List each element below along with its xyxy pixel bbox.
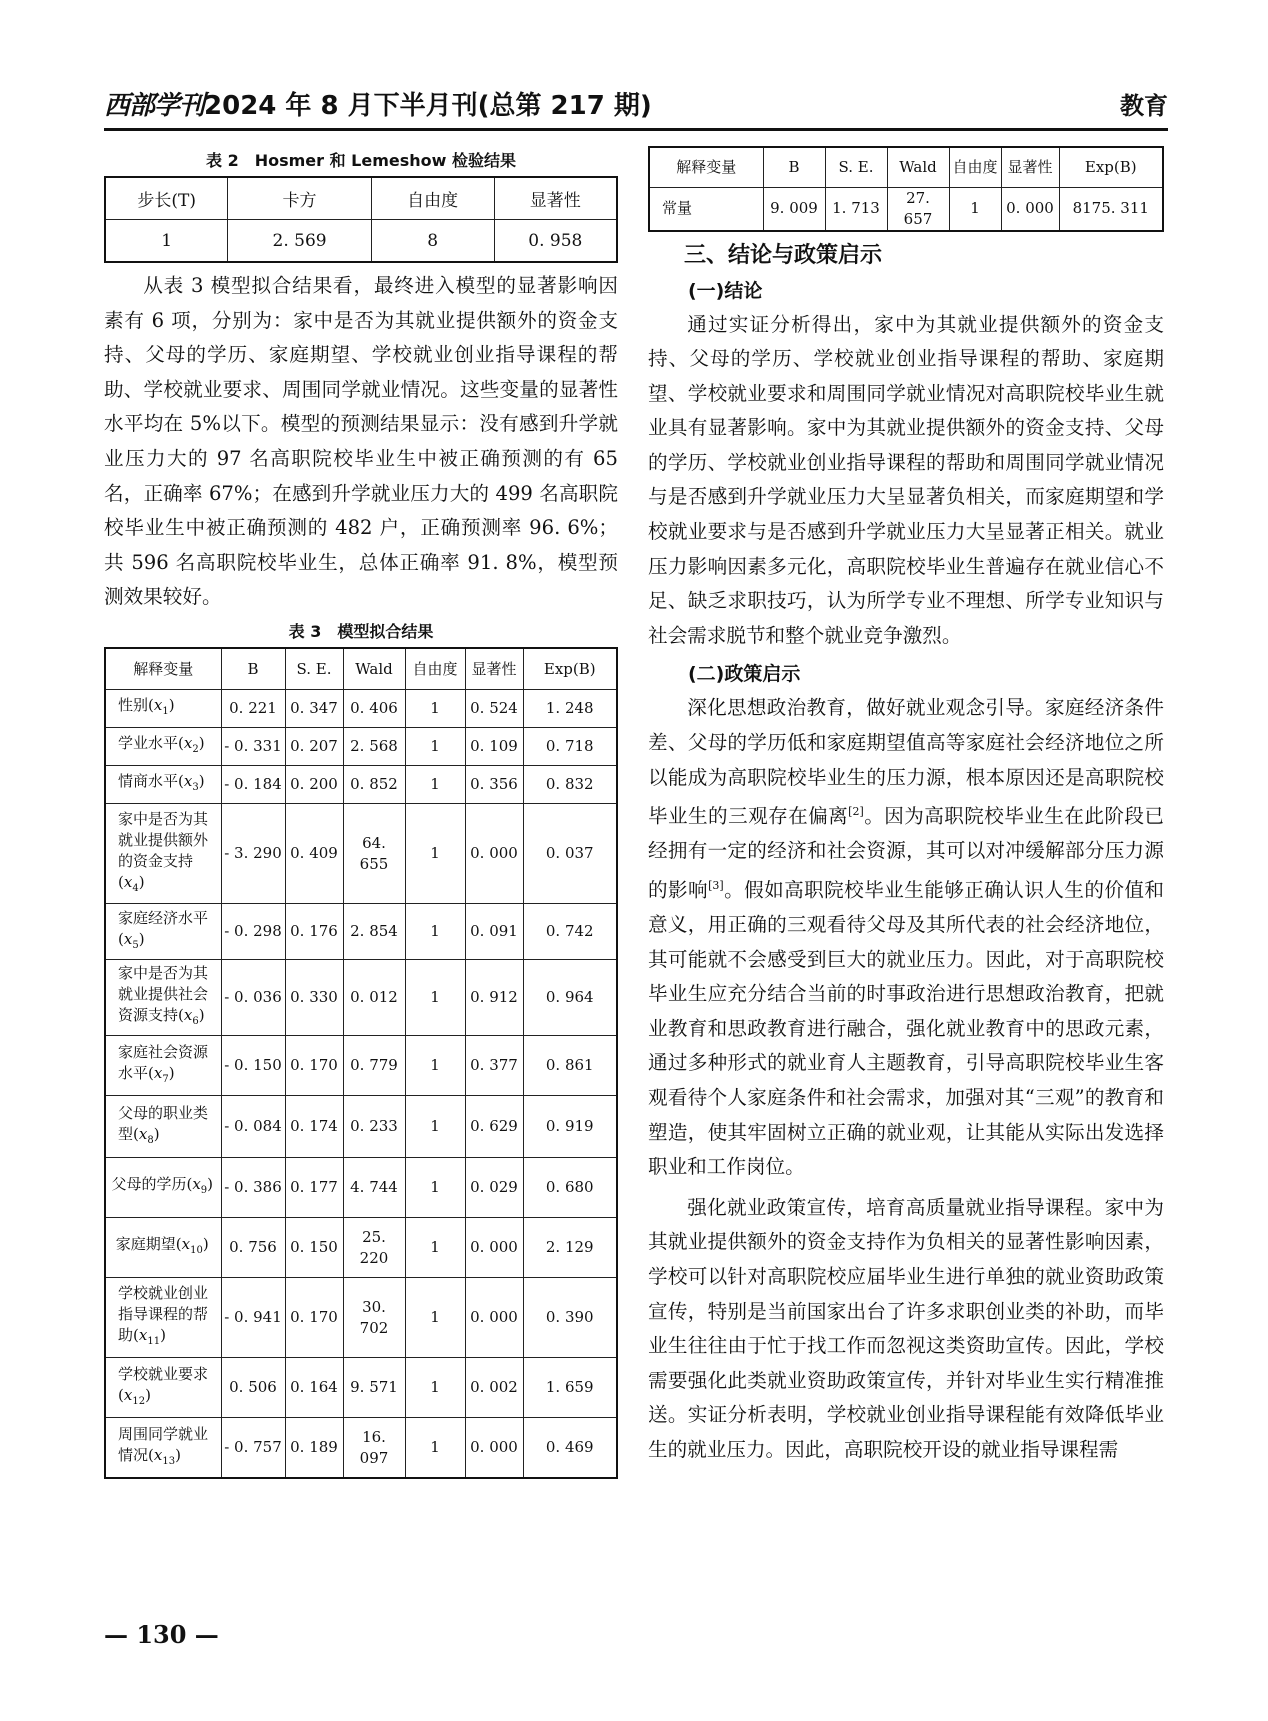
variable-letter: x [123,1385,133,1404]
table3-cell: - 0. 386 [221,1158,285,1218]
table3-cell: 1 [405,766,465,804]
table3-cell: 1 [405,690,465,728]
variable-symbol [153,696,169,718]
table2-header-row [105,177,617,220]
table3-row-label [105,766,221,804]
variable-index: 8 [147,1134,154,1146]
table3-cell: 1. 248 [523,690,617,728]
row-label-text: 家中是否为其就业提供额外的资金支持( [118,809,209,891]
variable-index: 9 [200,1185,208,1197]
table2-header: 显著性 [494,177,617,220]
subsection-heading-conclusion: (一)结论 [688,279,763,302]
table3-cell: 0. 406 [343,690,405,728]
table3-cell: 0. 356 [465,766,523,804]
table3-row-label [105,1278,221,1358]
variable-symbol [138,1124,154,1146]
citation-3: [3] [708,878,724,892]
table3-cell: 0. 170 [285,1036,343,1096]
table3-cell: 64. 655 [343,804,405,904]
table3-row [105,960,617,1036]
table3-row-label [105,1158,221,1218]
variable-letter: x [192,1175,201,1194]
table3-row-label [105,690,221,728]
table3-cell: 0. 718 [523,728,617,766]
table3-cell: 1 [405,804,465,904]
table3-row-label [105,960,221,1036]
table3-cell: 0. 233 [343,1096,405,1158]
journal-issue [104,90,652,122]
table3-cell: 0. 000 [465,1218,523,1278]
row-label-close: ) [153,1124,160,1143]
table3-row-label [105,1096,221,1158]
table2-cell: 2. 569 [228,220,371,263]
table3-cell: 2. 568 [343,728,405,766]
table3-cell: - 0. 084 [221,1096,285,1158]
table3-cell: 25. 220 [343,1218,405,1278]
row-label-text: 学业水平( [118,734,184,753]
row-label-close: ) [198,1006,205,1025]
table3-header: Wald [887,147,949,187]
table3-cell: 0. 469 [523,1418,617,1478]
table3-cell: 4. 744 [343,1158,405,1218]
table3-row [105,1158,617,1218]
table3-row [105,1358,617,1418]
table3-cell: 8175. 311 [1059,187,1163,231]
page-number: — 130 — [104,1620,219,1649]
right-column [648,146,1164,1468]
table3-cell: 0. 091 [465,904,523,960]
table3-cell: 1 [405,904,465,960]
variable-letter: x [138,1124,148,1143]
table3-row-label [105,1036,221,1096]
policy-paragraph-1 [648,691,1164,1184]
table3-cell: 2. 854 [343,904,405,960]
variable-symbol [183,772,199,794]
table3-row [105,766,617,804]
left-column [104,146,618,1479]
row-label-text: 周围同学就业情况( [118,1424,209,1464]
table3-cell: 0. 177 [285,1158,343,1218]
table2-header: 卡方 [228,177,371,220]
table3-cell: 1 [405,1096,465,1158]
row-label-close: ) [138,929,145,948]
table3-cell: 0. 861 [523,1036,617,1096]
issue-label: 2024 年 8 月下半月刊(总第 217 期) [204,91,652,121]
table3-cell: 0. 000 [465,1278,523,1358]
row-label-text: 情商水平( [118,772,184,791]
table3-cell: 0. 912 [465,960,523,1036]
variable-index: 11 [147,1336,161,1348]
variable-symbol [183,734,199,756]
table3-row [105,1418,617,1478]
variable-symbol [153,1445,176,1467]
table3-row [105,690,617,728]
table3-cell: 0. 756 [221,1218,285,1278]
row-label-text: 学校就业创业指导课程的帮助( [118,1284,209,1345]
table3-row [105,1096,617,1158]
subsection-heading-policy: (二)政策启示 [688,663,801,686]
table3-cell: 0. 409 [285,804,343,904]
table3-cell: 1 [405,1158,465,1218]
row-label-close: ) [168,696,175,715]
policy-text-a: 深化思想政治教育，做好就业观念引导。家庭经济条件差、父母的学历低和家庭期望值高等家庭社会经济地位之所以能成为高职院校毕业生的压力源，根本原因还是高职院校毕业生的三观存在偏离 [648,696,1164,828]
variable-letter: x [153,1063,163,1082]
table2-cell: 1 [105,220,228,263]
variable-symbol [181,1235,203,1257]
table3-header: S. E. [285,648,343,690]
table3-header: 自由度 [405,648,465,690]
table2-header: 自由度 [371,177,494,220]
variable-index: 3 [192,782,199,794]
table3-cell: 0. 347 [285,690,343,728]
variable-letter: x [123,929,133,948]
table3-cell: 1. 659 [523,1358,617,1418]
variable-letter: x [153,696,163,715]
table3-caption: 表 3 模型拟合结果 [288,621,434,641]
row-label-close: ) [202,1235,209,1254]
variable-letter: x [183,1006,193,1025]
table3-header: Exp(B) [1059,147,1163,187]
table3-cell: 1 [405,1278,465,1358]
variable-symbol [192,1175,208,1197]
table3-row-label [105,1358,221,1418]
table3-cell: 0. 524 [465,690,523,728]
table2-cell: 8 [371,220,494,263]
table2-caption: 表 2 Hosmer 和 Lemeshow 检验结果 [206,151,516,170]
variable-index: 5 [132,939,139,951]
row-label-close: ) [160,1326,166,1345]
table3-header-row [105,648,617,690]
table3-row [105,804,617,904]
row-label-text: 家庭经济水平( [118,908,209,948]
variable-index: 1 [162,706,169,718]
table3-cell: 0. 221 [221,690,285,728]
page-header [104,90,1168,130]
row-label-text: 家庭社会资源水平( [118,1042,209,1082]
table3-cell: 0. 200 [285,766,343,804]
table3-row-label [105,1218,221,1278]
table3-cell: 16. 097 [343,1418,405,1478]
variable-letter: x [183,772,193,791]
table3-header: 显著性 [1001,147,1059,187]
table3-header: B [221,648,285,690]
variable-symbol [153,1063,169,1085]
table3-cell: - 0. 036 [221,960,285,1036]
table3-cell: 1 [405,1358,465,1418]
table3-cell: 2. 129 [523,1218,617,1278]
table3-cell: 0. 832 [523,766,617,804]
table3-header: B [763,147,825,187]
table3-header: 自由度 [949,147,1001,187]
table3-constant-row [649,187,1163,231]
variable-letter: x [123,872,133,891]
table3-cell: 1 [405,728,465,766]
table3-row [105,1278,617,1358]
variable-letter: x [183,734,193,753]
table2 [104,176,618,263]
table3-cell: 0. 390 [523,1278,617,1358]
table3-cell: 0. 029 [465,1158,523,1218]
policy-text-c: 。假如高职院校毕业生能够正确认识人生的价值和意义，用正确的三观看待父母及其所代表的社会经济地位，其可能就不会感受到巨大的就业压力。因此，对于高职院校毕业生应充分结合当前的时事政治进行思想政治教育，把就业教育和思政教育进行融合，强化就业教育中的思政元素，通过多种形式的就业育人主题教育，引导高职院校毕业生客观看待个人家庭条件和社会需求，加强对其“三观”的教育和塑造，使其牢固树立正确的就业观，让其能从实际出发选择职业和工作岗位。 [648,878,1165,1179]
row-label-close: ) [198,772,205,791]
table3-row-label: 常量 [649,187,763,231]
table3-cell: 0. 680 [523,1158,617,1218]
table3-row-label [105,904,221,960]
table3-cell: - 0. 184 [221,766,285,804]
variable-letter: x [138,1326,148,1345]
variable-index: 12 [132,1395,146,1407]
table3-cell: 0. 000 [1001,187,1059,231]
table3-row [105,728,617,766]
row-label-text: 性别( [118,696,154,715]
policy-text-b: 。因为高职院校毕业生在此阶段已经拥有一定的经济和社会资源，其可以对冲缓解部分压力源的影响 [648,804,1165,902]
table3-cell: 9. 009 [763,187,825,231]
table3-header: Exp(B) [523,648,617,690]
table3-cell: 0. 919 [523,1096,617,1158]
table3-row [105,1036,617,1096]
table3-continued-header-row [649,147,1163,187]
table3-cell: 1. 713 [825,187,887,231]
table2-row [105,220,617,263]
table3-cell: 0. 779 [343,1036,405,1096]
table3-cell: 0. 170 [285,1278,343,1358]
table3-cell: 0. 176 [285,904,343,960]
table3-row-label [105,728,221,766]
table3-cell: 0. 150 [285,1218,343,1278]
table3-cell: 0. 506 [221,1358,285,1418]
row-label-close: ) [198,734,205,753]
table3-cell: 0. 852 [343,766,405,804]
table3-cell: - 0. 331 [221,728,285,766]
table3-cell: 9. 571 [343,1358,405,1418]
row-label-text: 学校就业要求( [118,1364,209,1404]
table3-cell: - 0. 941 [221,1278,285,1358]
table3-cell: 0. 000 [465,804,523,904]
table3-row [105,1218,617,1278]
row-label-text: 父母的职业类型( [118,1103,209,1143]
row-label-text: 父母的学历( [111,1175,193,1194]
variable-symbol [183,1006,199,1028]
row-label-close: ) [138,872,145,891]
left-paragraph: 从表 3 模型拟合结果看，最终进入模型的显著影响因素有 6 项，分别为：家中是否为其就业提供额外的资金支持、父母的学历、家庭期望、学校就业创业指导课程的帮助、学校就业要求、周围同学就业情况。这些变量的显著性水平均在 5%以下。模型的预测结果显示：没有感到升学就业压力大的 97 名高职院校毕业生中被正确预测的有 65 名，正确率 67%；在感到升学就业压力大的 499 名高职院校毕业生中被正确预测的 482 户，正确预测率 96. 6%；共 596 名高职院校毕业生，总体正确率 91. 8%，模型预测效果较好。 [104,274,618,609]
conclusion-paragraph: 通过实证分析得出，家中为其就业提供额外的资金支持、父母的学历、学校就业创业指导课程的帮助、家庭期望、学校就业要求和周围同学就业情况对高职院校毕业生就业具有显著影响。家中为其就业提供额外的资金支持、父母的学历、学校就业创业指导课程的帮助和周围同学就业情况与是否感到升学就业压力大呈显著负相关，而家庭期望和学校就业要求与是否感到升学就业压力大呈显著正相关。就业压力影响因素多元化，高职院校毕业生普遍存在就业信心不足、缺乏求职技巧，认为所学专业不理想、所学专业知识与社会需求脱节和整个就业竞争激烈。 [648,312,1164,647]
table3-cell: - 0. 150 [221,1036,285,1096]
table3-header: 解释变量 [649,147,763,187]
variable-symbol [123,872,139,894]
variable-symbol [123,929,139,951]
table3-cell: 1 [405,960,465,1036]
table3-cell: 0. 037 [523,804,617,904]
header-rule [104,128,1168,131]
row-label-close: ) [168,1063,175,1082]
policy-paragraph-2: 强化就业政策宣传，培育高质量就业指导课程。家中为其就业提供额外的资金支持作为负相关的显著性影响因素，学校可以针对高职院校应届毕业生进行单独的就业资助政策宣传，特别是当前国家出台了许多求职创业类的补助，而毕业生往往由于忙于找工作而忽视这类资助宣传。因此，学校需要强化此类就业资助政策宣传，并针对毕业生实行精准推送。实证分析表明，学校就业创业指导课程能有效降低毕业生的就业压力。因此，高职院校开设的就业指导课程需 [648,1195,1164,1461]
citation-2: [2] [848,805,864,819]
row-label-close: ) [145,1385,151,1404]
variable-index: 10 [190,1245,203,1257]
table3-cell: 0. 742 [523,904,617,960]
table3-row-label [105,1418,221,1478]
table3-cell: 0. 164 [285,1358,343,1418]
table3-cell: 0. 189 [285,1418,343,1478]
table3-cell: - 0. 298 [221,904,285,960]
table3-cell: 0. 002 [465,1358,523,1418]
variable-index: 4 [132,882,139,894]
table3 [104,647,618,1479]
variable-index: 13 [162,1455,176,1467]
row-label-close: ) [175,1445,181,1464]
section-label: 教育 [1120,92,1168,120]
table3-header: S. E. [825,147,887,187]
table3-header: 解释变量 [105,648,221,690]
table3-cell: 30. 702 [343,1278,405,1358]
table3-cell: 0. 207 [285,728,343,766]
row-label-close: ) [207,1175,214,1194]
section-heading: 三、结论与政策启示 [684,242,883,268]
table3-row-label [105,804,221,904]
table3-header: Wald [343,648,405,690]
table3-cell: - 0. 757 [221,1418,285,1478]
row-label-text: 家庭期望( [115,1235,182,1254]
table3-header: 显著性 [465,648,523,690]
variable-symbol [138,1326,161,1348]
row-label-text: 家中是否为其就业提供社会资源支持( [118,964,209,1025]
table2-header: 步长(T) [105,177,228,220]
table3-cell: 0. 629 [465,1096,523,1158]
table3-cell: 0. 377 [465,1036,523,1096]
table3-cell: 0. 174 [285,1096,343,1158]
variable-index: 7 [162,1073,169,1085]
variable-letter: x [153,1445,163,1464]
table3-cell: 1 [949,187,1001,231]
variable-index: 2 [192,744,199,756]
journal-logo: 西部学刊 [104,91,205,121]
table3-cell: 27. 657 [887,187,949,231]
table2-cell: 0. 958 [494,220,617,263]
variable-letter: x [181,1235,191,1254]
variable-symbol [123,1385,146,1407]
table3-row [105,904,617,960]
table3-cell: 0. 964 [523,960,617,1036]
table3-continued [648,146,1164,232]
table3-cell: - 3. 290 [221,804,285,904]
table3-cell: 0. 000 [465,1418,523,1478]
table3-cell: 1 [405,1218,465,1278]
table3-cell: 0. 012 [343,960,405,1036]
table3-cell: 0. 330 [285,960,343,1036]
table3-cell: 1 [405,1418,465,1478]
table3-cell: 0. 109 [465,728,523,766]
variable-index: 6 [192,1016,199,1028]
table3-cell: 1 [405,1036,465,1096]
